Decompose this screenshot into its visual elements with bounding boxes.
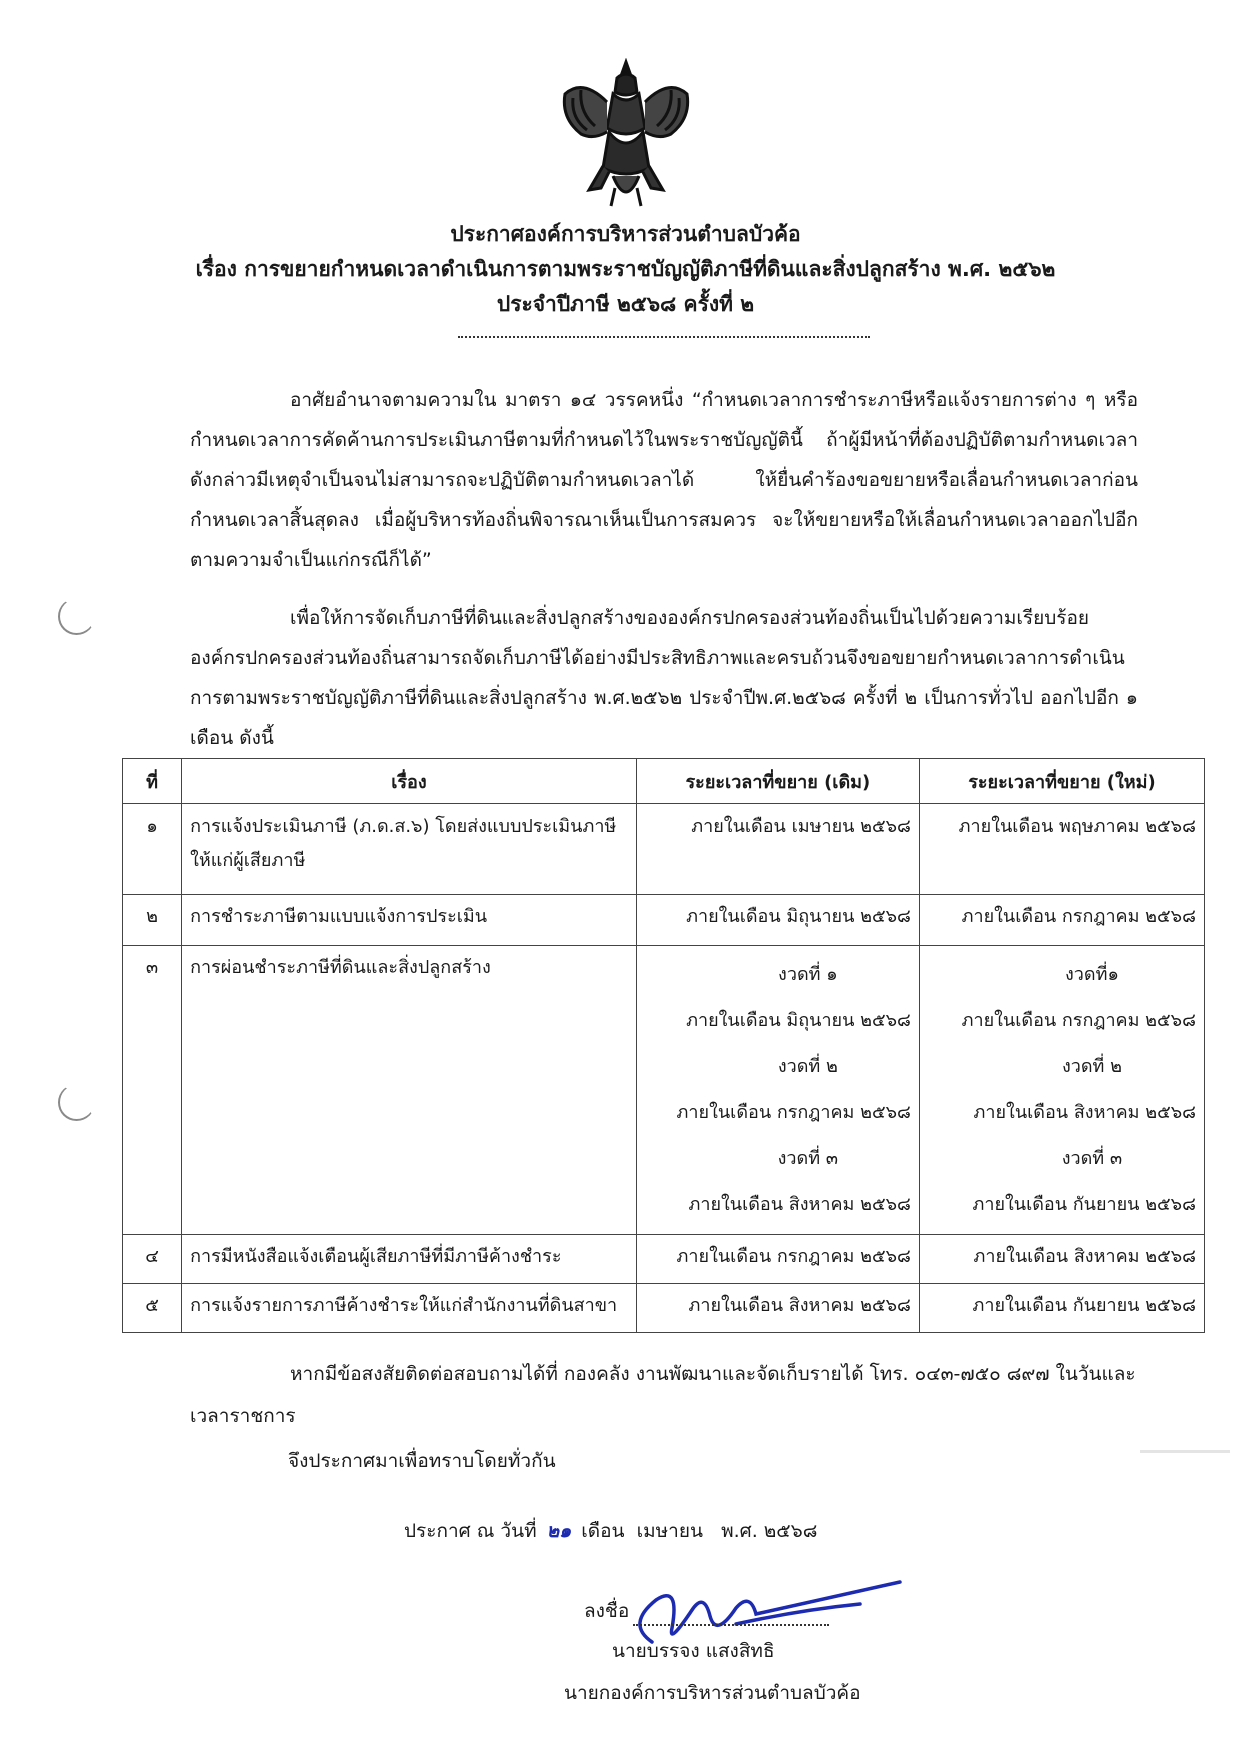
row-old-installments [636, 946, 919, 1235]
signer-position: นายกองค์การบริหารส่วนตำบลบัวค้อ [564, 1682, 861, 1704]
announcement-closing: จึงประกาศมาเพื่อทราบโดยทั่วกัน [288, 1450, 556, 1472]
installment-period: ภายในเดือน สิงหาคม ๒๕๖๘ [973, 1102, 1196, 1123]
row-subject: การแจ้งประเมินภาษี (ภ.ด.ส.๖) โดยส่งแบบประเมินภาษีให้แก่ผู้เสียภาษี [182, 804, 637, 895]
row-old-period: ภายในเดือน กรกฎาคม ๒๕๖๘ [636, 1235, 919, 1284]
installment-label: งวดที่ ๑ [778, 964, 838, 985]
announcement-tax-year: ประจำปีภาษี ๒๕๖๘ ครั้งที่ ๒ [496, 292, 755, 316]
signer-name: นายบรรจง แสงสิทธิ [612, 1640, 775, 1662]
row-subject: การชำระภาษีตามแบบแจ้งการประเมิน [182, 895, 637, 946]
installment-period: ภายในเดือน กันยายน ๒๕๖๘ [972, 1194, 1196, 1215]
row-subject: การมีหนังสือแจ้งเตือนผู้เสียภาษีที่มีภาษีค้างชำระ [182, 1235, 637, 1284]
announcement-subject: เรื่อง การขยายกำหนดเวลาดำเนินการตามพระราชบัญญัติภาษีที่ดินและสิ่งปลูกสร้าง พ.ศ. ๒๕๖๒ [195, 257, 1056, 281]
date-prefix: ประกาศ ณ วันที่ [404, 1520, 537, 1542]
row-new-period: ภายในเดือน สิงหาคม ๒๕๖๘ [919, 1235, 1204, 1284]
punch-hole [58, 598, 95, 635]
table-row [123, 895, 1205, 946]
row-old-period: ภายในเดือน สิงหาคม ๒๕๖๘ [636, 1284, 919, 1333]
garuda-emblem-icon [553, 58, 699, 214]
scan-smudge [1140, 1450, 1230, 1453]
row-new-installments [919, 946, 1204, 1235]
installment-label: งวดที่ ๒ [1061, 1056, 1122, 1077]
contact-text: หากมีข้อสงสัยติดต่อสอบถามได้ที่ กองคลัง งานพัฒนาและจัดเก็บรายได้ โทร. ๐๔๓-๗๕๐ ๘๙๗ ในวันและเวลาราชการ [190, 1363, 1136, 1427]
row-new-period: ภายในเดือน กรกฎาคม ๒๕๖๘ [919, 895, 1204, 946]
row-number: ๒ [123, 895, 182, 946]
row-number: ๔ [123, 1235, 182, 1284]
row-number: ๑ [123, 804, 182, 895]
row-new-period: ภายในเดือน พฤษภาคม ๒๕๖๘ [919, 804, 1204, 895]
installment-period: ภายในเดือน กรกฎาคม ๒๕๖๘ [961, 1010, 1196, 1031]
header-divider [458, 336, 870, 338]
table-row [123, 1284, 1205, 1333]
contact-paragraph [190, 1353, 1150, 1437]
column-header-subject: เรื่อง [182, 759, 637, 804]
schedule-table [122, 758, 1205, 1333]
row-subject: การแจ้งรายการภาษีค้างชำระให้แก่สำนักงานที่ดินสาขา [182, 1284, 637, 1333]
installment-label: งวดที่ ๓ [1061, 1148, 1123, 1169]
row-old-period: ภายในเดือน เมษายน ๒๕๖๘ [636, 804, 919, 895]
legal-basis-paragraph [190, 380, 1138, 580]
row-old-period: ภายในเดือน มิถุนายน ๒๕๖๘ [636, 895, 919, 946]
purpose-paragraph [190, 598, 1138, 758]
installment-period: ภายในเดือน สิงหาคม ๒๕๖๘ [688, 1194, 911, 1215]
table-row [123, 946, 1205, 1235]
signature-line [584, 1596, 829, 1626]
table-row [123, 804, 1205, 895]
installment-label: งวดที่๑ [1065, 964, 1119, 985]
punch-hole [58, 1084, 95, 1121]
row-number: ๕ [123, 1284, 182, 1333]
row-new-period: ภายในเดือน กันยายน ๒๕๖๘ [919, 1284, 1204, 1333]
row-subject: การผ่อนชำระภาษีที่ดินและสิ่งปลูกสร้าง [182, 946, 637, 1235]
date-month: เมษายน [636, 1520, 703, 1542]
installment-label: งวดที่ ๒ [777, 1056, 838, 1077]
column-header-new-period: ระยะเวลาที่ขยาย (ใหม่) [919, 759, 1204, 804]
sign-label: ลงชื่อ [584, 1600, 630, 1622]
column-header-no: ที่ [123, 759, 182, 804]
sign-dotted-line [633, 1624, 829, 1626]
paragraph-text: อาศัยอำนาจตามความใน มาตรา ๑๔ วรรคหนึ่ง “กำหนดเวลาการชำระภาษีหรือแจ้งรายการต่าง ๆ หรือกำหนดเวลาการคัดค้านการประเมินภาษีตามที่กำหนดไว้ในพระราชบัญญัตินี้ ถ้าผู้มีหน้าที่ต้องปฏิบัติตามกำหนดเวลาดังกล่าวมีเหตุจำเป็นจนไม่สามารถจะปฏิบัติตามกำหนดเวลาได้ ให้ยื่นคำร้องขอขยายหรือเลื่อนกำหนดเวลาก่อนกำหนดเวลาสิ้นสุดลง เมื่อผู้บริหารท้องถิ่นพิจารณาเห็นเป็นการสมควร จะให้ขยายหรือให้เลื่อนกำหนดเวลาออกไปอีกตามความจำเป็นแก่กรณีก็ได้” [190, 389, 1138, 571]
paragraph-text: เพื่อให้การจัดเก็บภาษีที่ดินและสิ่งปลูกสร้างขององค์กรปกครองส่วนท้องถิ่นเป็นไปด้วยความเรียบร้อย องค์กรปกครองส่วนท้องถิ่นสามารถจัดเก็บภาษีได้อย่างมีประสิทธิภาพและครบถ้วนจึงขอขยายกำหนดเวลาการดำเนินการตามพระราชบัญญัติภาษีที่ดินและสิ่งปลูกสร้าง พ.ศ.๒๕๖๒ ประจำปีพ.ศ.๒๕๖๘ ครั้งที่ ๒ เป็นการทั่วไป ออกไปอีก ๑ เดือน ดังนี้ [190, 607, 1138, 749]
announcement-issuer: ประกาศองค์การบริหารส่วนตำบลบัวค้อ [450, 222, 801, 246]
announcement-date [404, 1516, 817, 1546]
column-header-old-period: ระยะเวลาที่ขยาย (เดิม) [636, 759, 919, 804]
date-year: พ.ศ. ๒๕๖๘ [721, 1520, 818, 1542]
installment-period: ภายในเดือน มิถุนายน ๒๕๖๘ [686, 1010, 911, 1031]
date-month-label: เดือน [581, 1520, 625, 1542]
table-row [123, 1235, 1205, 1284]
row-number: ๓ [123, 946, 182, 1235]
installment-period: ภายในเดือน กรกฎาคม ๒๕๖๘ [676, 1102, 911, 1123]
table-header-row [123, 759, 1205, 804]
date-day-handwritten: ๒๑ [546, 1520, 572, 1542]
installment-label: งวดที่ ๓ [777, 1148, 839, 1169]
